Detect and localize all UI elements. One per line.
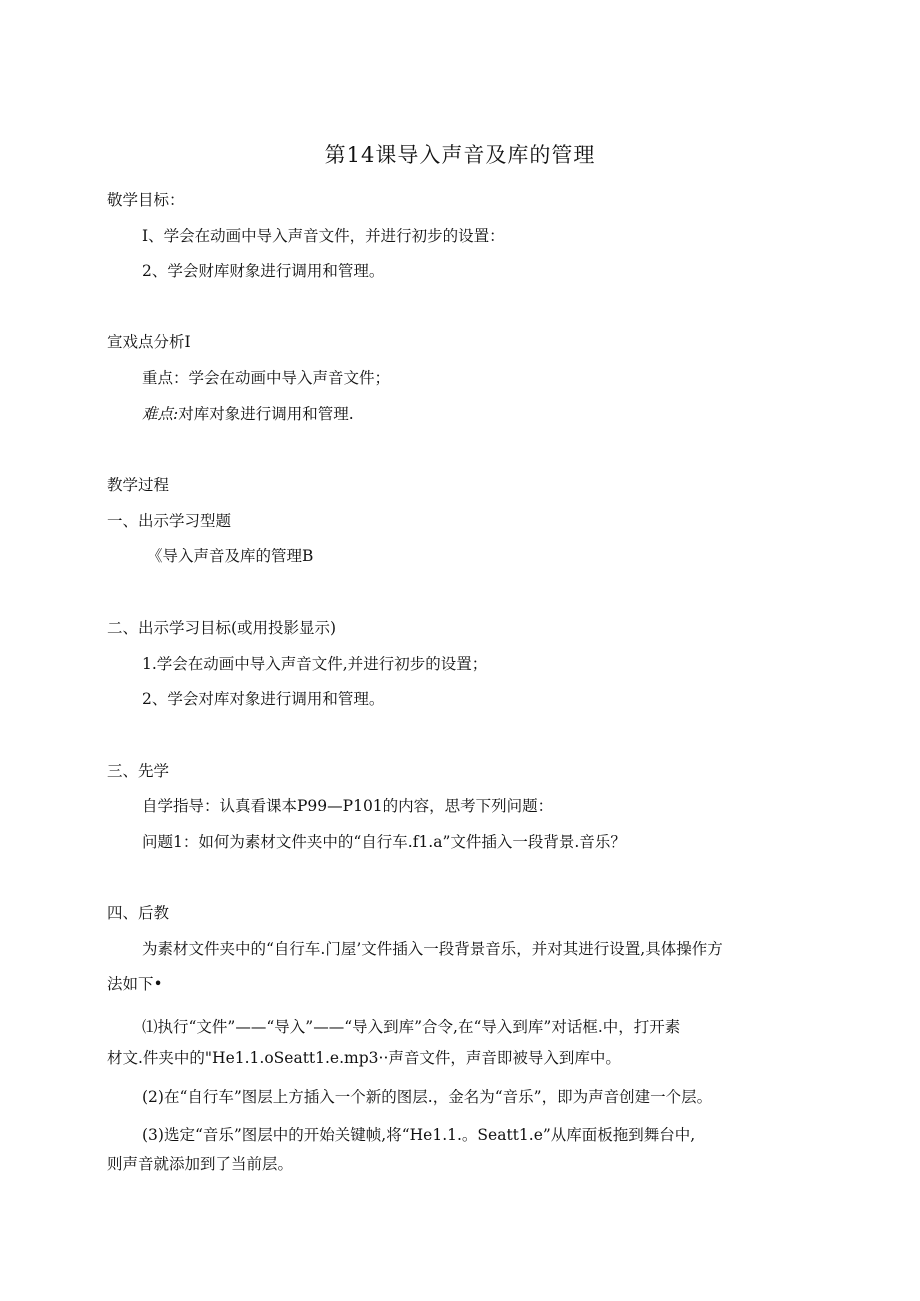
section4-step3-line2: 则声音就添加到了当前层。 [107, 1155, 294, 1173]
section3-question: 问题1：如何为素材文件夹中的“自行车.f1.a”文件插入一段背景.音乐？ [142, 833, 626, 851]
section2-item-2: 2、学会对库对象进行调用和管理。 [142, 690, 385, 708]
section4-intro-line1: 为素材文件夹中的“自行车.门屋’文件插入一段背景音乐，并对其进行设置,具体操作方 [142, 940, 723, 958]
teaching-goal-item-1: I、学会在动画中导入声音文件，并进行初步的设置： [142, 227, 505, 245]
process-heading: 教学过程 [107, 476, 170, 494]
key-points-heading: 宣戏点分析I [107, 333, 191, 351]
section2-heading: 二、出示学习目标(或用投影显示) [107, 619, 337, 637]
section4-step2: (2)在“自行车”图层上方插入一个新的图层.，金名为“音乐”，即为声音创建一个层。 [142, 1088, 713, 1106]
section4-heading: 四、后教 [107, 904, 170, 922]
difficulty-text: 对库对象进行调用和管理. [178, 405, 354, 423]
section3-heading: 三、先学 [107, 762, 170, 780]
teaching-goal-item-2: 2、学会财库财象进行调用和管理。 [142, 262, 385, 280]
page-title: 第14课导入声音及库的管理 [324, 143, 596, 167]
section4-intro-line2: 法如下• [107, 975, 163, 993]
key-point-difficulty [142, 403, 354, 425]
section1-heading: 一、出示学习型题 [107, 512, 232, 530]
section4-step1-line1: ⑴执行“文件”——“导入”——“导入到库”合令,在“导入到库”对话框.中，打开素 [142, 1018, 681, 1036]
key-point-focus: 重点：学会在动画中导入声音文件； [142, 369, 391, 387]
difficulty-label: 难点: [142, 405, 179, 423]
section1-content: 《导入声音及库的管理B [147, 547, 314, 565]
section4-step1-line2: 材文.件夹中的"He1.1.oSeatt1.e.mp3··声音文件，声音即被导入到库中。 [107, 1049, 621, 1067]
section4-step3-line1: (3)选定“音乐”图层中的开始关键帧,将“He1.1.。Seatt1.e”从库面板拖到舞台中, [142, 1126, 696, 1144]
teaching-goals-heading: 敬学目标： [107, 191, 185, 209]
section3-guide: 自学指导：认真看课本P99—P101的内容，思考下列问题： [142, 797, 554, 815]
section2-item-1: 1.学会在动画中导入声音文件,并进行初步的设置； [142, 655, 488, 673]
